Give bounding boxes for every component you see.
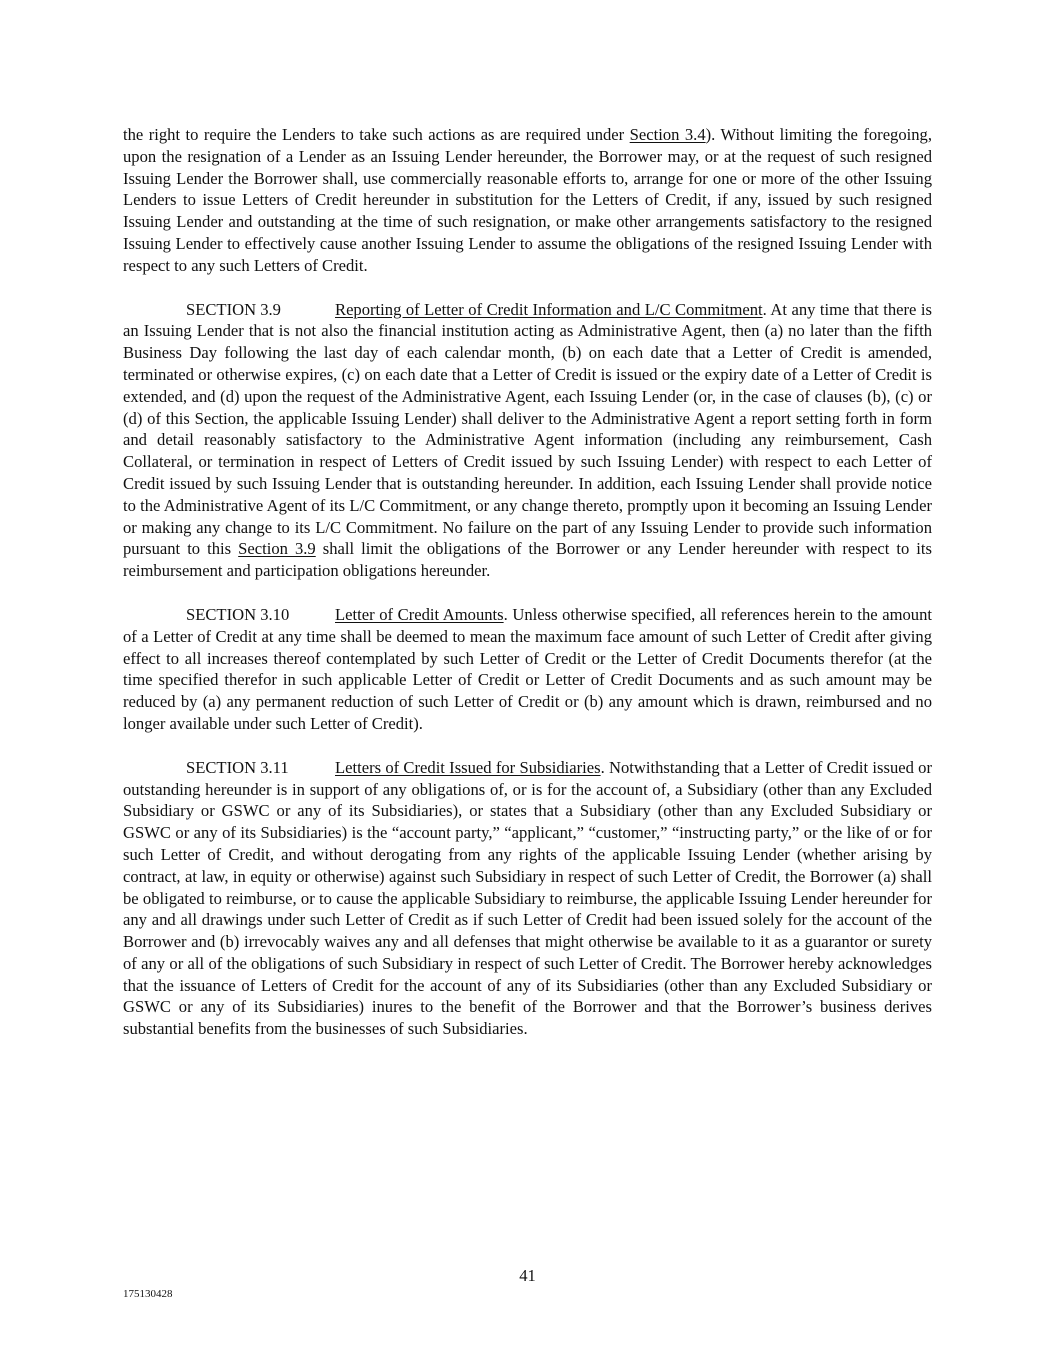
section-3-9-text-2: shall limit the obligations of the Borrower or any Lender hereunder with respect to its reimbursement and participation obligations hereunder. xyxy=(123,539,932,581)
paragraph-spacer xyxy=(123,277,932,299)
section-3-11-number: SECTION 3.11 xyxy=(186,757,289,777)
paragraph-spacer xyxy=(123,735,932,757)
section-3-9-number: SECTION 3.9 xyxy=(186,299,281,319)
section-3-10-number: SECTION 3.10 xyxy=(186,604,290,624)
section-3-11-text: . Notwithstanding that a Letter of Credit issued or outstanding hereunder is in support of any obligations of, or is for the account of, a Subsidiary (other than any Excluded Subsidiary or GSWC or any of its Subsidiaries), or states that a Subsidiary (other than any Excluded Subsidiary or GSWC or any of its Subsidiaries) is the “account party,” “applicant,” “customer,” “instructing party,” or the like of or for such Letter of Credit, and without derogating from any rights of the applicable Issuing Lender (whether arising by contract, at law, in equity or otherwise) against such Subsidiary in respect of such Letter of Credit, the Borrower (a) shall be obligated to reimburse, or to cause the applicable Subsidiary to reimburse, the applicable Issuing Lender hereunder for any and all drawings under such Letter of Credit as if such Letter of Credit had been issued solely for the account of the Borrower and (b) irrevocably waives any and all defenses that might otherwise be available to it as a guarantor or surety of any or all of the obligations of such Subsidiary in respect of such Letter of Credit. The Borrower hereby acknowledges that the issuance of Letters of Credit for the account of any of its Subsidiaries (other than any Excluded Subsidiary or GSWC or any of its Subsidiaries) inures to the benefit of the Borrower and that the Borrower’s business derives substantial benefits from the businesses of such Subsidiaries. xyxy=(123,757,932,1039)
section-3-10-text: . Unless otherwise specified, all references herein to the amount of a Letter of Credit at any time shall be deemed to mean the maximum face amount of such Letter of Credit after giving effect to all increases thereof contemplated by such Letter of Credit or the Letter of Credit Documents therefor (at the time specified therefor in such applicable Letter of Credit or Letter of Credit Documents and as such amount may be reduced by (a) any permanent reduction of such Letter of Credit or (b) any amount which is drawn, reimbursed and no longer available under such Letter of Credit). xyxy=(123,604,932,733)
document-id: 175130428 xyxy=(123,1288,173,1300)
section-3-4-reference: Section 3.4 xyxy=(629,125,706,144)
page-number: 41 xyxy=(519,1266,536,1285)
document-page xyxy=(123,124,932,1040)
section-3-11-paragraph xyxy=(123,757,932,1040)
continuation-paragraph xyxy=(123,124,932,277)
continuation-text-1: the right to require the Lenders to take such actions as are required under xyxy=(123,125,630,144)
section-3-10-title: Letter of Credit Amounts xyxy=(335,604,504,624)
section-3-9-title: Reporting of Letter of Credit Information and L/C Commitment xyxy=(335,299,763,319)
section-3-9-paragraph xyxy=(123,299,932,582)
section-3-10-paragraph xyxy=(123,604,932,735)
paragraph-spacer xyxy=(123,582,932,604)
section-3-11-title: Letters of Credit Issued for Subsidiaries xyxy=(335,757,601,777)
continuation-text-2: ). Without limiting the foregoing, upon the resignation of a Lender as an Issuing Lender hereunder, the Borrower may, or at the request of such resigned Issuing Lender the Borrower shall, use commercially reasonable efforts to, arrange for one or more of the other Issuing Lenders to issue Letters of Credit hereunder in substitution for the Letters of Credit, if any, issued by such resigned Issuing Lender and outstanding at the time of such resignation, or make other arrangements satisfactory to the resigned Issuing Lender to effectively cause another Issuing Lender to assume the obligations of the resigned Issuing Lender with respect to any such Letters of Credit. xyxy=(123,125,933,275)
section-3-9-text-1: . At any time that there is an Issuing Lender that is not also the financial institution acting as Administrative Agent, then (a) no later than the fifth Business Day following the last day of each calendar month, (b) on each date that a Letter of Credit is amended, terminated or otherwise expires, (c) on each date that a Letter of Credit is issued or the expiry date of a Letter of Credit is extended, and (d) upon the request of the Administrative Agent, each Issuing Lender (or, in the case of clauses (b), (c) or (d) of this Section, the applicable Issuing Lender) shall deliver to the Administrative Agent a report setting forth in form and detail reasonably satisfactory to the Administrative Agent information (including any reimbursement, Cash Collateral, or termination in respect of Letters of Credit issued by such Issuing Lender) with respect to each Letter of Credit issued by such Issuing Lender that is outstanding hereunder. In addition, each Issuing Lender shall provide notice to the Administrative Agent of its L/C Commitment, or any change thereto, promptly upon it becoming an Issuing Lender or making any change to its L/C Commitment. No failure on the part of any Issuing Lender to provide such information pursuant to this xyxy=(123,299,932,559)
section-3-9-reference: Section 3.9 xyxy=(238,539,316,559)
